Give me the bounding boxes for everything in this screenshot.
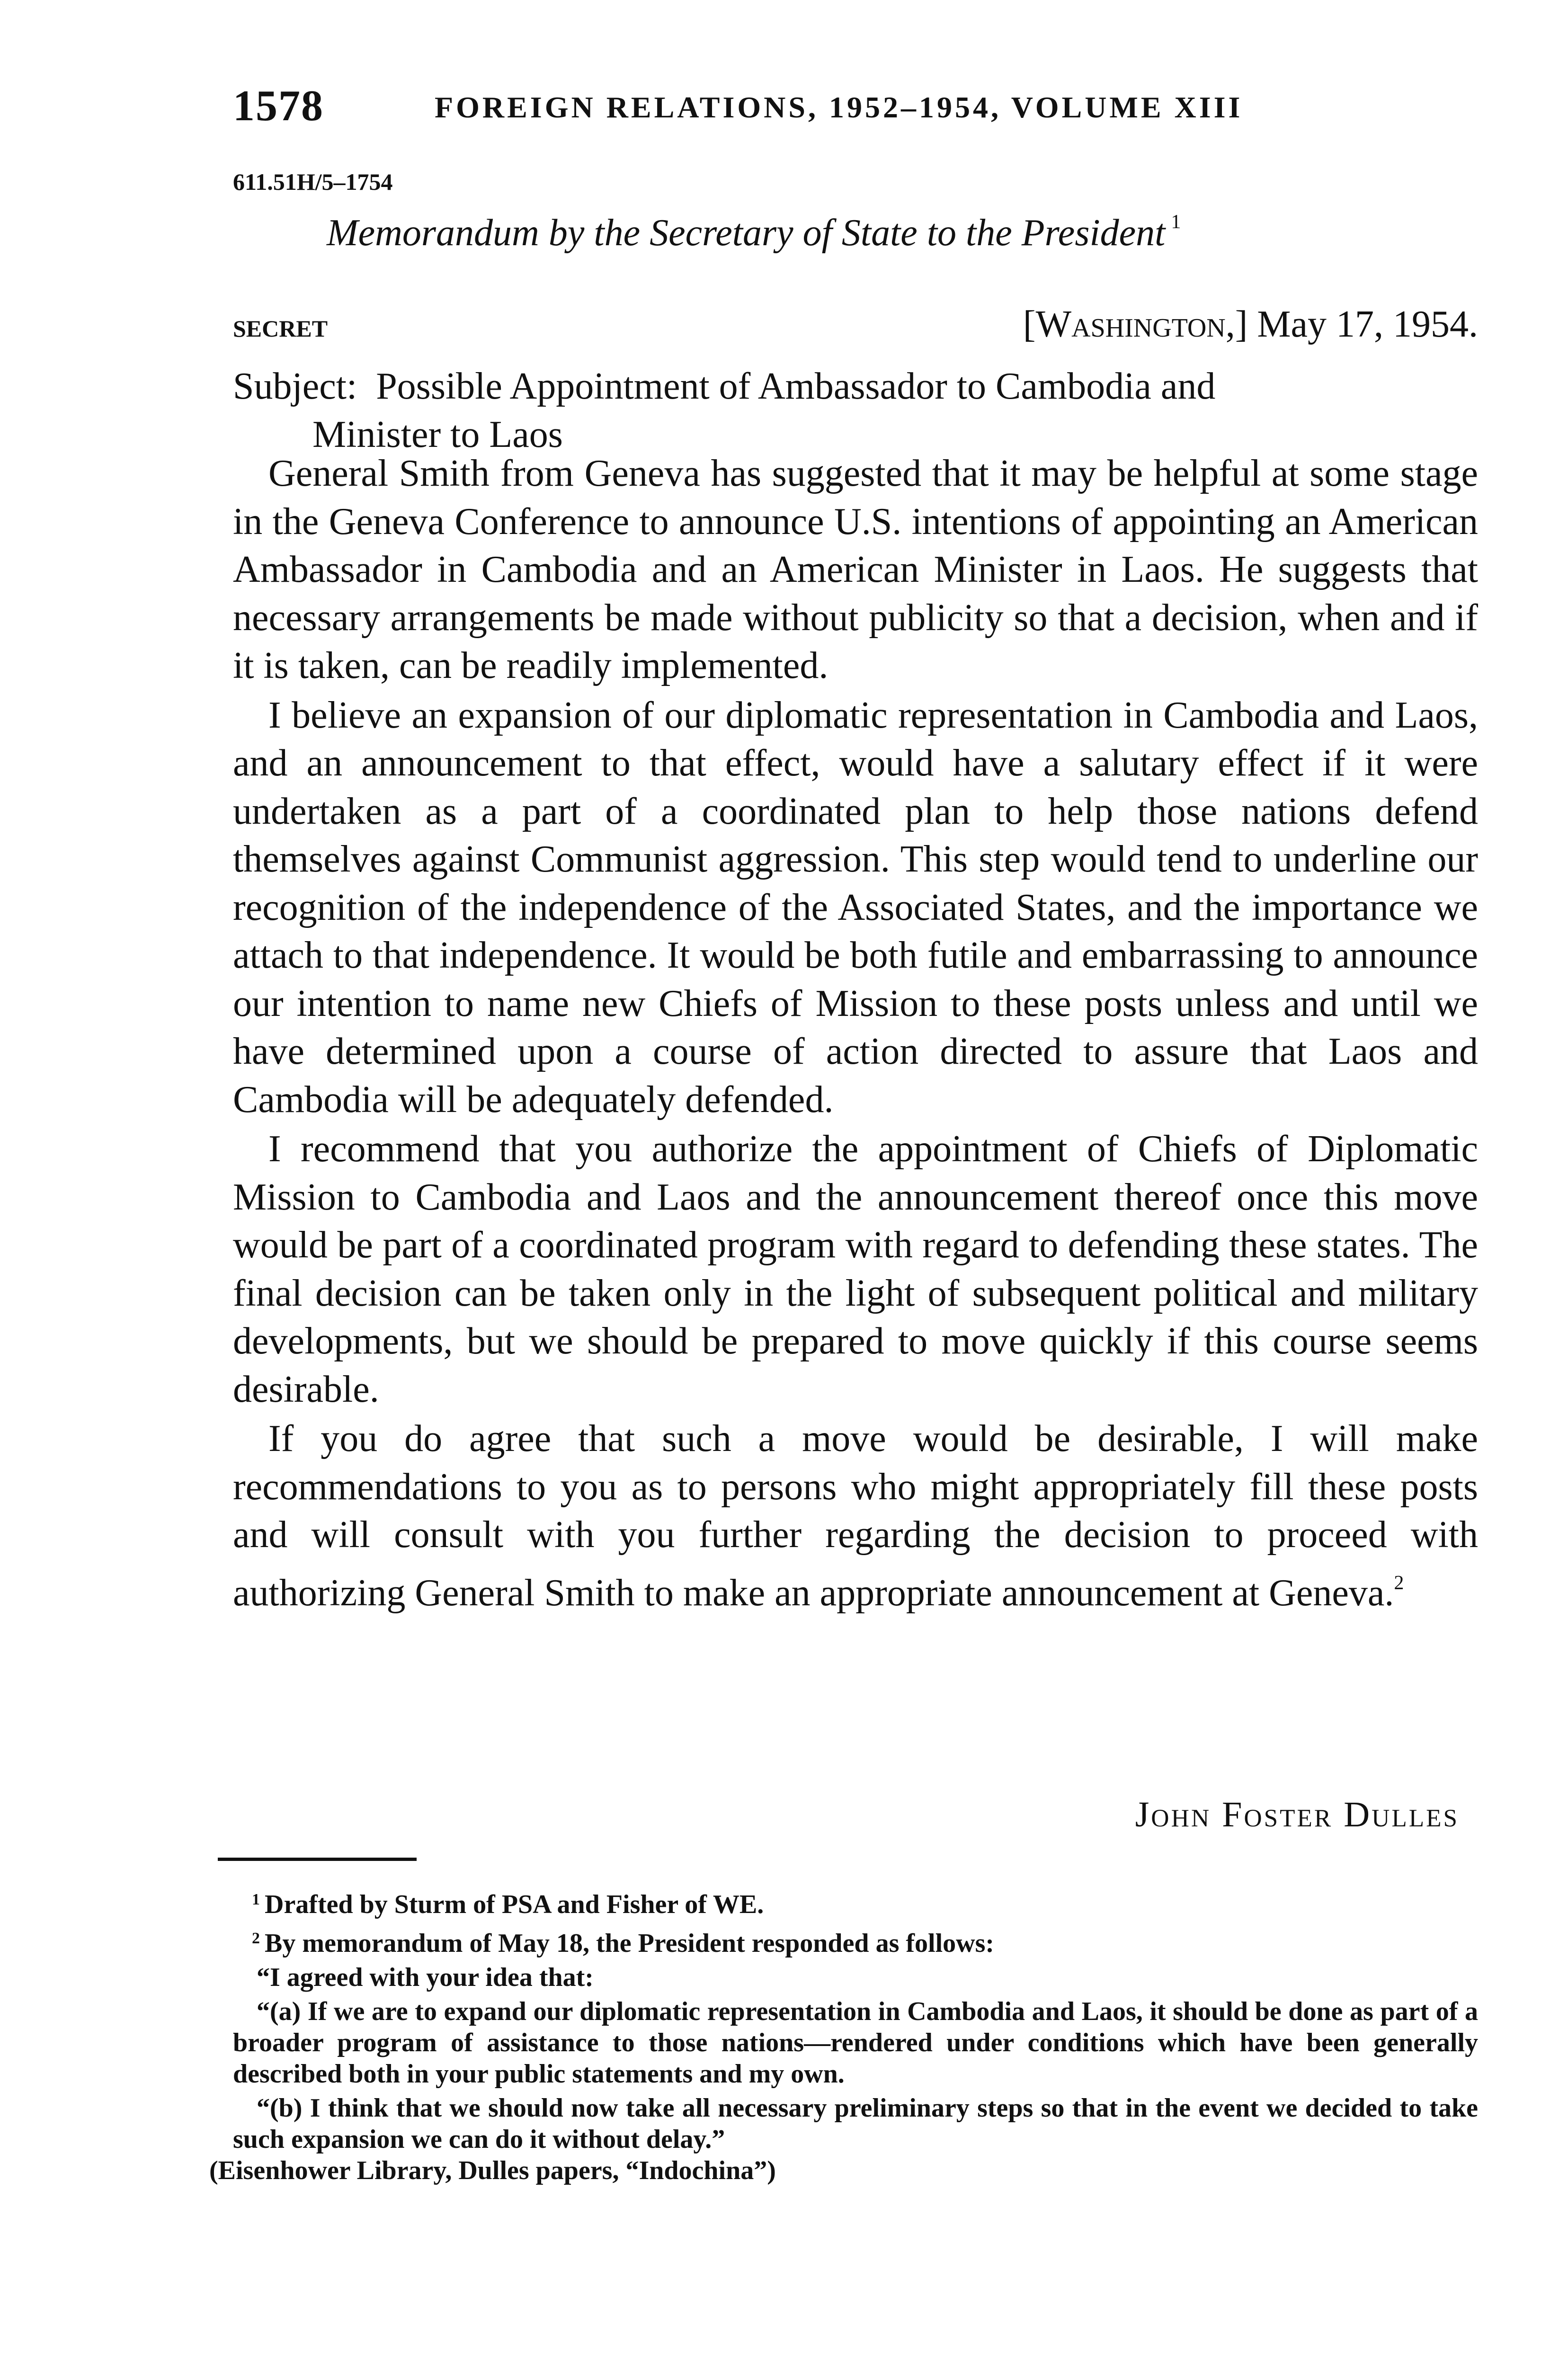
paragraph-1: General Smith from Geneva has suggested that it may be helpful at some stage in the Geneva Conference to announce U.S. intentions of appointing an American Ambassador in Cambodia and an American Minister in Laos. He suggests that necessary arrangements be made without publicity so that a decision, when and if it is taken, can be readily implemented.: [233, 453, 1478, 686]
footnote-1: [233, 1884, 1478, 1920]
dateline-place: Washington,: [1035, 303, 1235, 345]
subject-text-line2: Minister to Laos: [312, 414, 563, 455]
running-title: FOREIGN RELATIONS, 1952–1954, VOLUME XIII: [435, 90, 1243, 124]
subject-line: [233, 362, 1478, 459]
memo-title-text: Memorandum by the Secretary of State to the President: [327, 212, 1166, 254]
signature: John Foster Dulles: [1135, 1795, 1459, 1834]
quote-b: [209, 2092, 1478, 2186]
footnote-2-text: By memorandum of May 18, the President responded as follows:: [265, 1929, 995, 1958]
memo-body: [233, 450, 1478, 1619]
memo-title: [327, 211, 1181, 255]
quote-b-text: “(b) I think that we should now take all necessary preliminary steps so that in the event we decided to take such expansion we can do it without delay.”: [233, 2093, 1478, 2154]
paragraph-4: [233, 1415, 1478, 1617]
subject-label: Subject:: [233, 365, 357, 407]
dateline: [Washington,] May 17, 1954.: [1023, 303, 1478, 345]
footnote-1-text: Drafted by Sturm of PSA and Fisher of WE.: [265, 1890, 764, 1919]
quote-a: “(a) If we are to expand our diplomatic representation in Cambodia and Laos, it should be done as part of a broader program of assistance to those nations—rendered under conditions which have been generally described both in your public statements and my own.: [233, 1997, 1478, 2089]
footnote-1-mark: 1: [252, 1891, 260, 1908]
classification-marking: SECRET: [233, 315, 328, 342]
footnote-ref-2: 2: [1394, 1572, 1404, 1594]
footnote-2: [233, 1923, 1478, 1959]
dateline-date: May 17, 1954.: [1257, 303, 1478, 345]
footnote-divider: [218, 1858, 417, 1861]
file-number: 611.51H/5–1754: [233, 169, 393, 195]
footnote-2-mark: 2: [252, 1930, 260, 1947]
footnotes: [209, 1884, 1478, 2189]
page-number: 1578: [233, 81, 324, 130]
paragraph-2: I believe an expansion of our diplomatic representation in Cambodia and Laos, and an announcement to that effect, would have a salutary effect if it were undertaken as a part of a coordinated plan to help those nations defend themselves against Communist aggression. This step would tend to underline our recognition of the independence of the Associated States, and the importance we attach to that independence. It would be both futile and embarrassing to announce our intention to name new Chiefs of Mission to these posts unless and until we have determined upon a course of action directed to assure that Laos and Cambodia will be adequately defended.: [233, 694, 1478, 1121]
paragraph-3: I recommend that you authorize the appointment of Chiefs of Diplomatic Mission to Cambodia and Laos and the announcement thereof once this move would be part of a coordinated program with regard to defending these states. The final decision can be taken only in the light of subsequent political and military developments, but we should be prepared to move quickly if this course seems desirable.: [233, 1128, 1478, 1410]
subject-text-line1: Possible Appointment of Ambassador to Cambodia and: [376, 365, 1216, 407]
footnote-ref-1: 1: [1171, 211, 1181, 233]
quote-intro: “I agreed with your idea that:: [257, 1963, 594, 1992]
quote-source: (Eisenhower Library, Dulles papers, “Indochina”): [209, 2156, 776, 2185]
paragraph-4-text: If you do agree that such a move would be desirable, I will make recommendations to you as to persons who might appropriately fill these posts and will consult with you further regarding the decision to proceed with authorizing General Smith to make an appropriate announcement at Geneva.: [233, 1418, 1478, 1614]
